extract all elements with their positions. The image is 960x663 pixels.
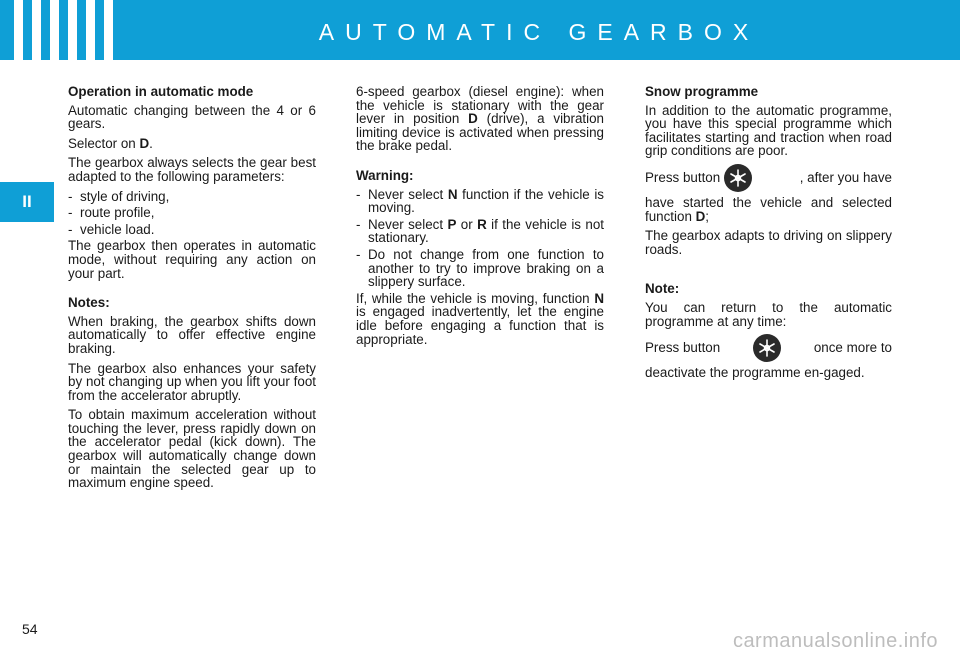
paragraph: Automatic changing between the 4 or 6 gears. — [68, 102, 316, 132]
paragraph: When braking, the gearbox shifts down automatically to offer effective engine braking. — [68, 313, 316, 356]
list-item: - route profile, — [68, 205, 155, 221]
header-stripe — [104, 0, 113, 60]
notes-heading: Notes: — [68, 295, 110, 311]
paragraph: 6-speed gearbox (diesel engine): when the vehicle is stationary with the gear lever in position D (drive), a vibration limiting device is activated when pressing the brake pedal. — [356, 84, 605, 154]
paragraph: In addition to the automatic programme, you have this special programme which facilitates starting and traction when road grip conditions are poor. — [645, 102, 892, 159]
column-3 — [645, 85, 892, 386]
paragraph: The gearbox also enhances your safety by not changing up when you lift your foot from the accelerator abruptly. — [68, 360, 316, 403]
chapter-tab: II — [0, 182, 54, 222]
paragraph: To obtain maximum acceleration without touching the lever, press rapidly down on the accelerator pedal (kick down). The gearbox will automatically change down or maintain the selected gear up to maximum engine speed. — [68, 407, 316, 491]
press-button-line: Press button , after you have — [645, 164, 892, 192]
list-item: - vehicle load. — [68, 221, 155, 237]
header-stripe — [50, 0, 59, 60]
header-stripe — [14, 0, 23, 60]
paragraph: The gearbox then operates in automatic mode, without requiring any action on your part. — [68, 238, 316, 281]
header-stripe — [68, 0, 77, 60]
header-stripe — [32, 0, 41, 60]
snowflake-icon — [753, 334, 781, 362]
paragraph: If, while the vehicle is moving, function N is engaged inadvertently, let the engine idle before engaging a function that is appropriate. — [356, 290, 604, 347]
section-heading: Operation in automatic mode — [68, 84, 254, 99]
press-button-line: Press button once more to — [645, 334, 892, 362]
list-item: - style of driving, — [68, 188, 170, 204]
paragraph: have started the vehicle and selected function D; — [645, 194, 892, 224]
paragraph: The gearbox always selects the gear best adapted to the following parameters: — [68, 155, 316, 184]
column-1 — [68, 85, 316, 496]
page-title: AUTOMATIC GEARBOX — [318, 19, 760, 45]
paragraph: The gearbox adapts to driving on slippery roads. — [645, 228, 892, 257]
watermark: carmanualsonline.info — [732, 630, 938, 652]
paragraph: Selector on D. — [68, 135, 153, 151]
page-number: 54 — [22, 621, 38, 637]
header-bar — [0, 0, 960, 60]
paragraph: You can return to the automatic programme at any time: — [645, 299, 892, 329]
section-heading: Snow programme — [645, 84, 759, 99]
header-stripe — [86, 0, 95, 60]
note-heading: Note: — [645, 281, 680, 297]
paragraph: deactivate the programme en-gaged. — [645, 365, 865, 381]
list-item: - Do not change from one function to another to try to improve braking on a slippery surface. — [356, 246, 604, 290]
warning-heading: Warning: — [356, 167, 414, 183]
list-item: - Never select N function if the vehicle is moving. — [356, 186, 604, 216]
list-item: - Never select P or R if the vehicle is not stationary. — [356, 216, 604, 246]
column-2 — [356, 85, 604, 352]
snowflake-icon — [724, 164, 752, 192]
